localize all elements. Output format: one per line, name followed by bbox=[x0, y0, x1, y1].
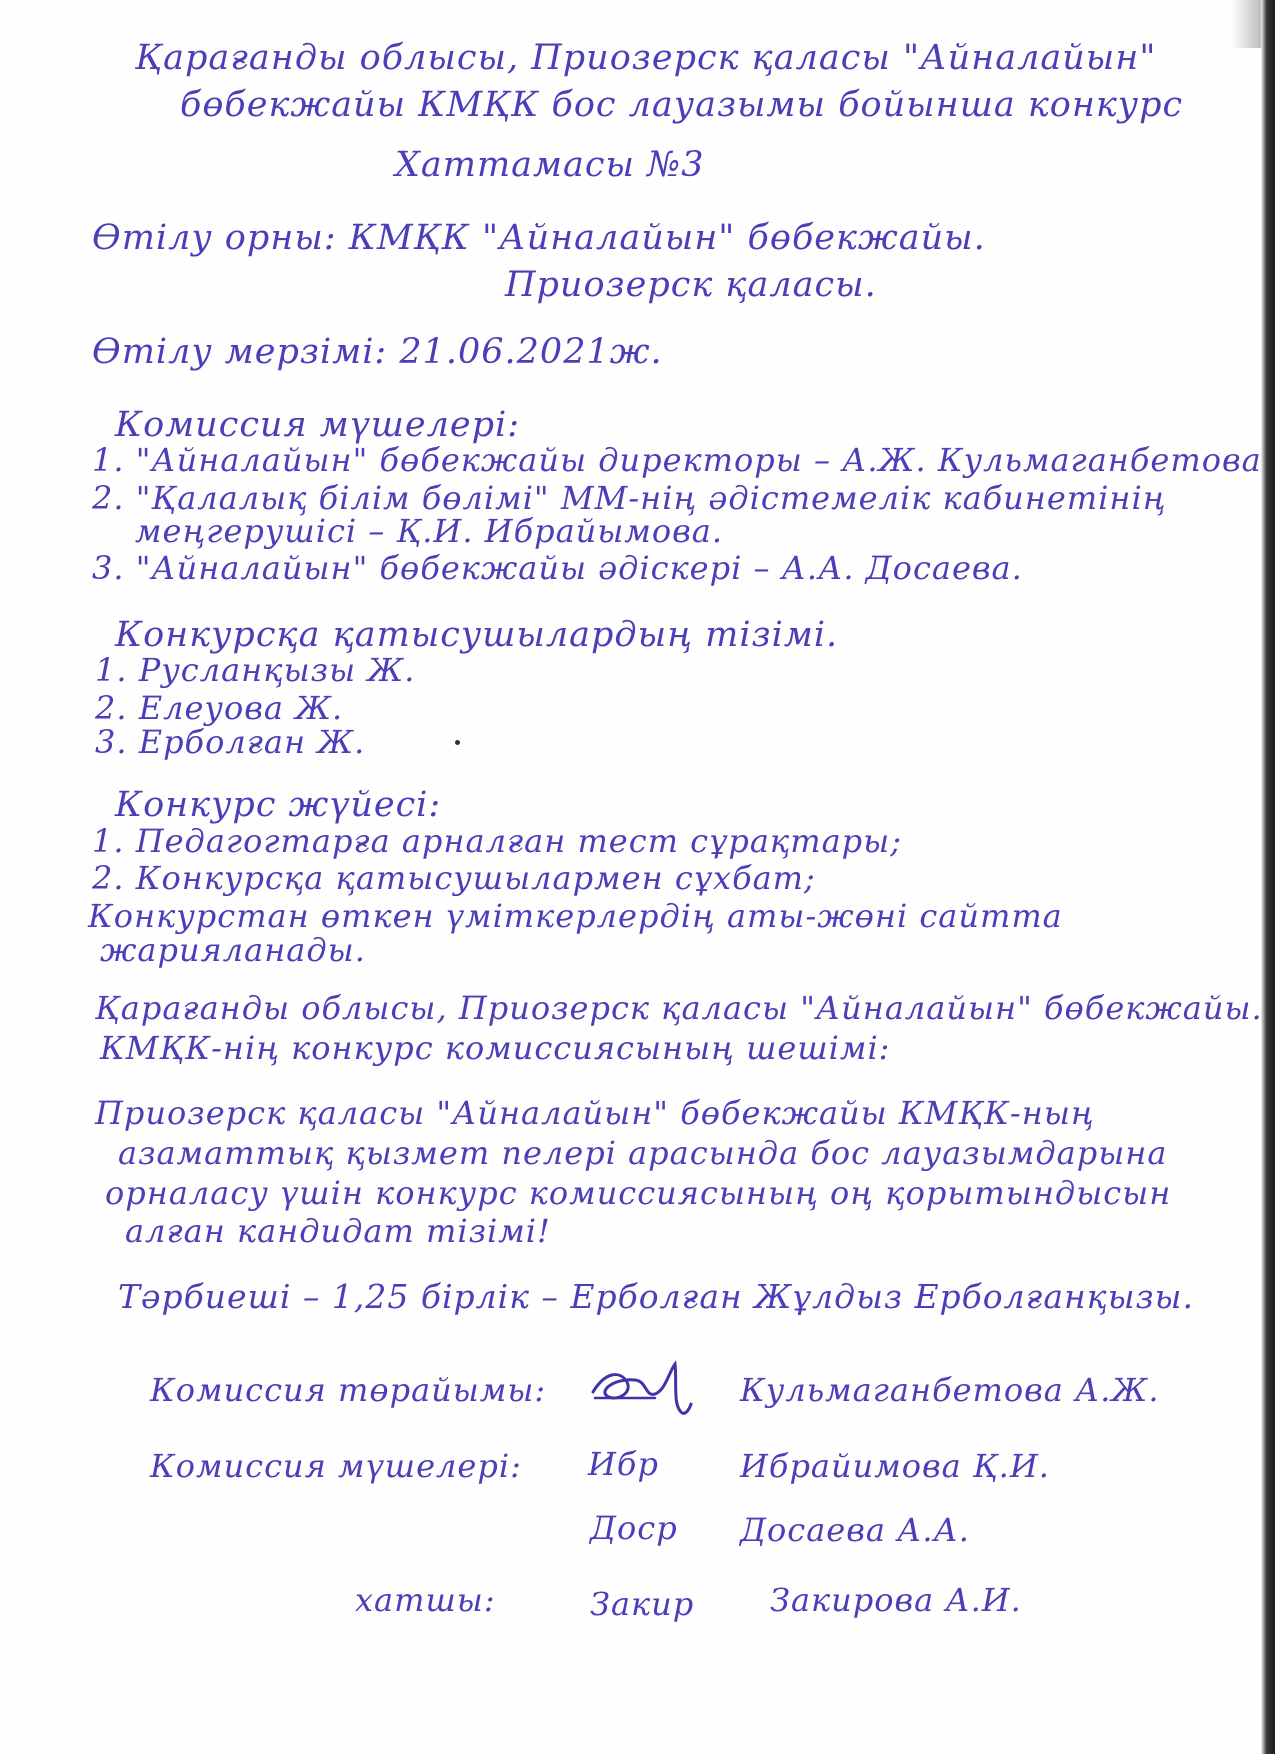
procedure-note-cont: жарияланады. bbox=[100, 931, 366, 969]
date-line: Өтілу мерзімі: 21.06.2021ж. bbox=[92, 332, 663, 372]
chair-signature bbox=[585, 1352, 695, 1422]
participant-3: 3. Ерболған Ж. bbox=[95, 723, 366, 761]
header-line-1: Қарағанды облысы, Приозерск қаласы "Айналайын" bbox=[135, 38, 1157, 78]
secretary-signature: Закир bbox=[590, 1585, 695, 1623]
commission-item-3: 3. "Айналайын" бөбекжайы әдіскері – А.А. Досаева. bbox=[92, 549, 1023, 587]
procedure-note: Конкурстан өткен үміткерлердің аты-жөні сайтта bbox=[88, 897, 1063, 935]
members-label: Комиссия мүшелері: bbox=[150, 1447, 522, 1485]
decision-text-3: орналасу үшін конкурс комиссиясының оң қорытындысын bbox=[105, 1174, 1172, 1212]
participants-heading: Конкурсқа қатысушылардың тізімі. bbox=[115, 615, 839, 655]
result-line: Тәрбиеші – 1,25 бірлік – Ерболған Жұлдыз Ерболғанқызы. bbox=[118, 1277, 1194, 1316]
decision-text-2: азаматтық қызмет пелері арасында бос лауазымдарына bbox=[118, 1134, 1168, 1172]
header-line-2: бөбекжайы КМҚК бос лауазымы бойынша конкурс bbox=[180, 85, 1184, 125]
chair-label: Комиссия төрайымы: bbox=[150, 1371, 547, 1409]
procedure-heading: Конкурс жүйесі: bbox=[115, 785, 442, 825]
member-2-name: Досаева А.А. bbox=[740, 1511, 970, 1549]
scan-edge-shadow bbox=[1231, 0, 1261, 48]
commission-item-2-cont: меңгерушісі – Қ.И. Ибрайымова. bbox=[135, 512, 723, 550]
procedure-item-1: 1. Педагогтарға арналған тест сұрақтары; bbox=[92, 822, 902, 860]
chair-name: Кульмаганбетова А.Ж. bbox=[740, 1371, 1160, 1409]
participant-2: 2. Елеуова Ж. bbox=[95, 689, 344, 727]
secretary-label: хатшы: bbox=[355, 1581, 496, 1619]
participant-1: 1. Русланқызы Ж. bbox=[95, 651, 416, 689]
decision-heading-line-1: Қарағанды облысы, Приозерск қаласы "Айналайын" бөбекжайы. bbox=[95, 989, 1263, 1027]
decision-text-4: алған кандидат тізімі! bbox=[125, 1212, 551, 1250]
commission-item-2: 2. "Қалалық білім бөлімі" ММ-нің әдістемелік кабинетінің bbox=[92, 479, 1167, 517]
protocol-title: Хаттамасы №3 bbox=[395, 145, 705, 185]
ink-dot bbox=[455, 740, 460, 745]
decision-heading-line-2: КМҚК-нің конкурс комиссиясының шешімі: bbox=[100, 1029, 891, 1067]
member-1-signature: Ибр bbox=[588, 1445, 659, 1483]
decision-text-1: Приозерск қаласы "Айналайын" бөбекжайы КМҚК-ның bbox=[95, 1094, 1095, 1132]
member-2-signature: Доср bbox=[590, 1509, 678, 1547]
venue-line-2: Приозерск қаласы. bbox=[505, 265, 877, 305]
commission-heading: Комиссия мүшелері: bbox=[115, 405, 521, 445]
commission-item-1: 1. "Айналайын" бөбекжайы директоры – А.Ж. Кульмаганбетова bbox=[92, 441, 1262, 479]
secretary-name: Закирова А.И. bbox=[770, 1581, 1022, 1619]
scan-edge bbox=[1261, 0, 1275, 1754]
member-1-name: Ибрайимова Қ.И. bbox=[740, 1447, 1050, 1485]
venue-line-1: Өтілу орны: КМҚК "Айналайын" бөбекжайы. bbox=[92, 218, 986, 258]
procedure-item-2: 2. Конкурсқа қатысушылармен сұхбат; bbox=[92, 859, 816, 897]
